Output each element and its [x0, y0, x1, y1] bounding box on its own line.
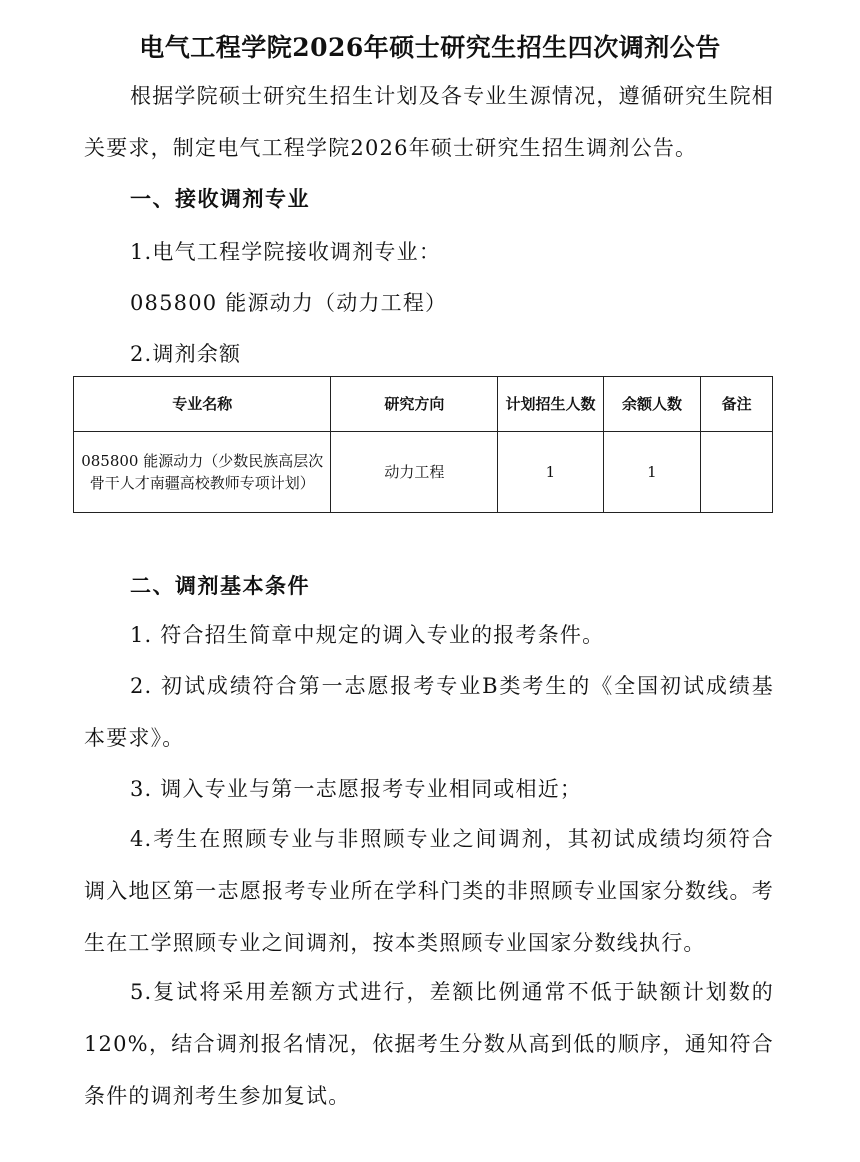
table-header-row — [74, 377, 773, 432]
table-row — [74, 432, 773, 513]
section2-heading: 二、调剂基本条件 — [130, 573, 310, 598]
section1-heading: 一、接收调剂专业 — [130, 186, 310, 211]
header-remarks: 备注 — [701, 377, 773, 432]
header-remaining: 余额人数 — [603, 377, 701, 432]
intro-paragraph: 根据学院硕士研究生招生计划及各专业生源情况，遵循研究生院相关要求，制定电气工程学院2026年硕士研究生招生调剂公告。 — [84, 84, 774, 160]
major-line: 085800 能源动力（动力工程） — [130, 291, 448, 315]
cell-major: 085800 能源动力（少数民族高层次骨干人才南疆高校教师专项计划） — [74, 432, 331, 513]
condition-2: 2. 初试成绩符合第一志愿报考专业B类考生的《全国初试成绩基本要求》。 — [84, 674, 774, 750]
quota-table — [73, 376, 773, 513]
section1-item2: 2.调剂余额 — [130, 342, 242, 366]
document-title: 电气工程学院2026年硕士研究生招生四次调剂公告 — [139, 33, 721, 62]
cell-remaining: 1 — [603, 432, 701, 513]
section1-item1: 1.电气工程学院接收调剂专业： — [130, 240, 442, 264]
header-planned: 计划招生人数 — [498, 377, 603, 432]
header-major: 专业名称 — [74, 377, 331, 432]
condition-3: 3. 调入专业与第一志愿报考专业相同或相近； — [130, 777, 583, 801]
cell-remarks — [701, 432, 773, 513]
header-direction: 研究方向 — [331, 377, 498, 432]
condition-1: 1. 符合招生简章中规定的调入专业的报考条件。 — [130, 623, 605, 647]
condition-4: 4.考生在照顾专业与非照顾专业之间调剂，其初试成绩均须符合调入地区第一志愿报考专业所在学科门类的非照顾专业国家分数线。考生在工学照顾专业之间调剂，按本类照顾专业国家分数线执行。 — [84, 827, 774, 955]
cell-planned: 1 — [498, 432, 603, 513]
condition-5: 5.复试将采用差额方式进行，差额比例通常不低于缺额计划数的120%，结合调剂报名情况，依据考生分数从高到低的顺序，通知符合条件的调剂考生参加复试。 — [84, 980, 774, 1108]
cell-direction: 动力工程 — [331, 432, 498, 513]
